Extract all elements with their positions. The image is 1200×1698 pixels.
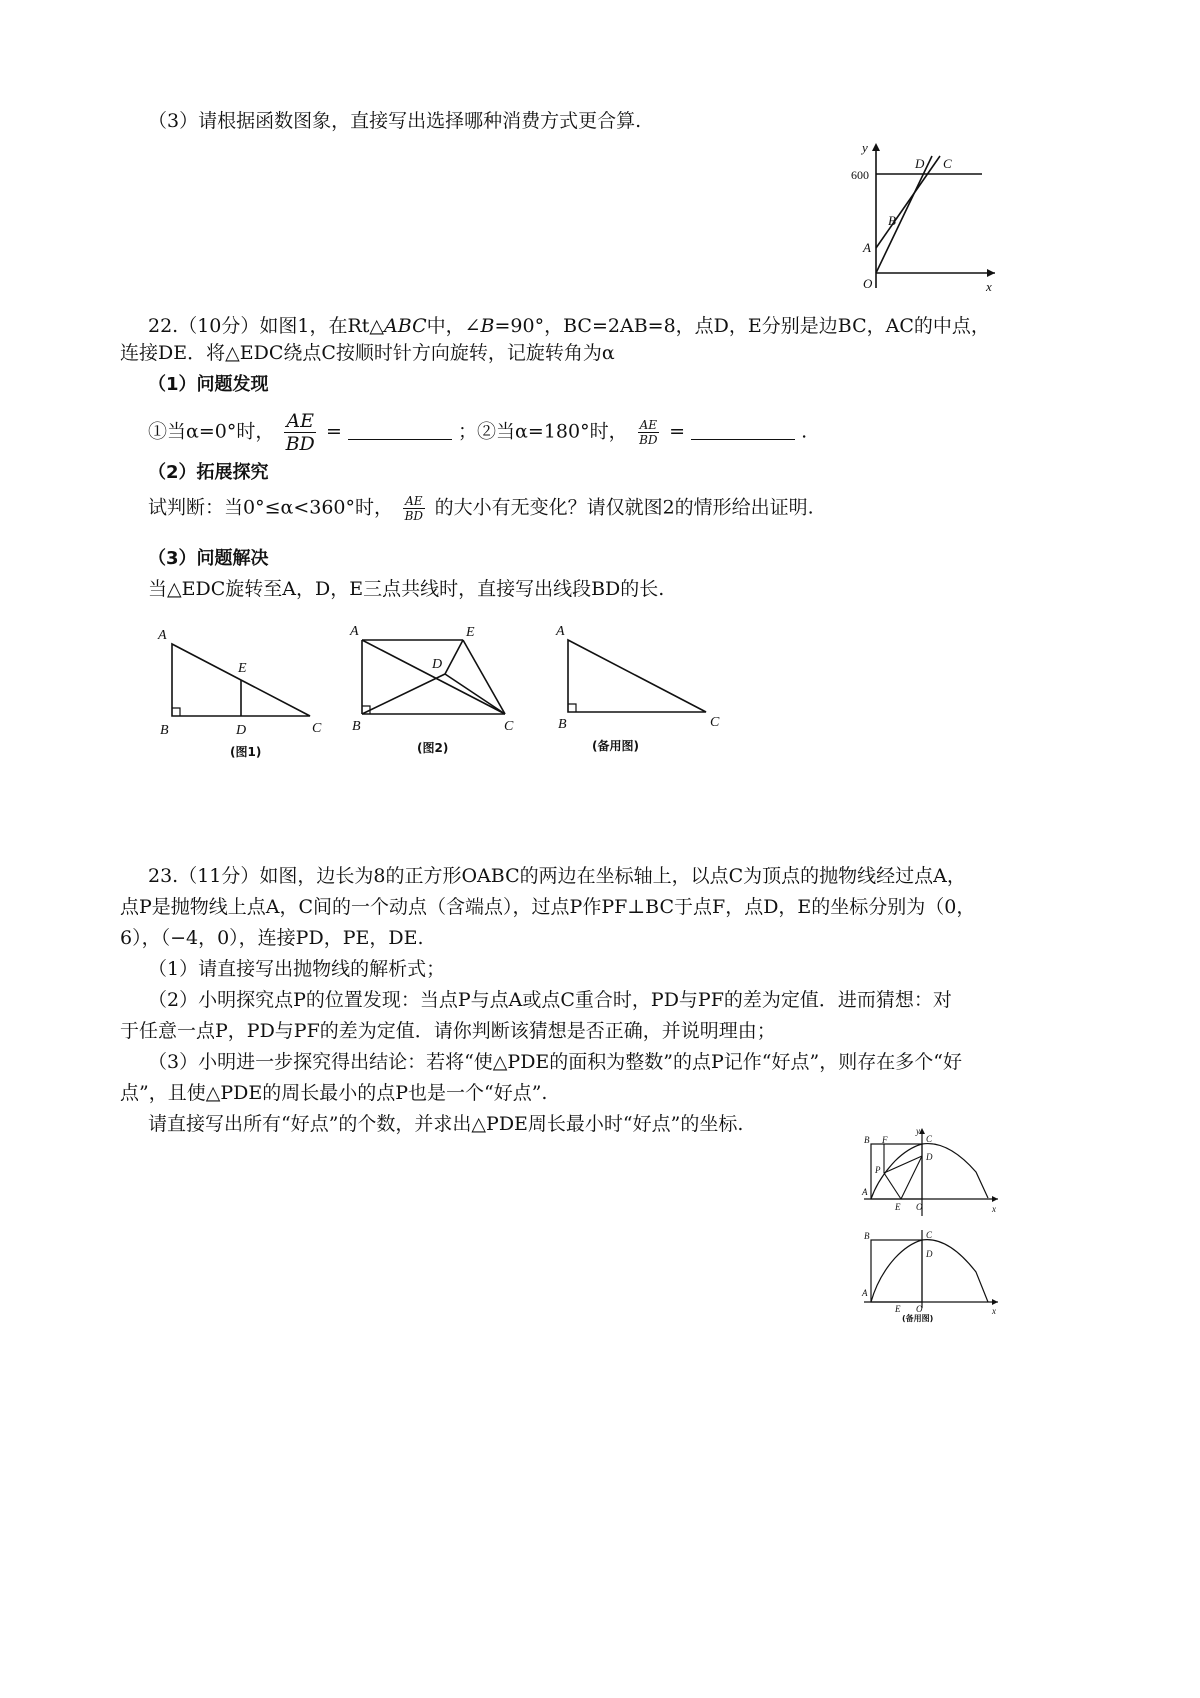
q23-parabola-figure xyxy=(850,1126,1000,1218)
q23-sub1: （1）请直接写出抛物线的解析式； xyxy=(148,958,446,980)
svg-text:D: D xyxy=(432,657,443,672)
svg-text:D: D xyxy=(236,723,247,738)
q22-heading-3: （3）问题解决 xyxy=(148,548,269,569)
svg-text:E: E xyxy=(466,625,475,640)
svg-text:E: E xyxy=(895,1202,901,1212)
q22-part2: 试判断：当0°≤α<360°时， $\frac{AE}{BD}$ 的大小有无变化？请仅就图2的情形给出证明. xyxy=(148,494,814,523)
origin-label: O xyxy=(863,276,873,291)
q22-line2: 连接DE．将△EDC绕点C按顺时针方向旋转，记旋转角为α xyxy=(120,342,615,364)
x-axis-label: x xyxy=(986,279,992,294)
q22-spare-figure xyxy=(550,618,740,762)
svg-text:P: P xyxy=(875,1165,881,1175)
svg-text:x: x xyxy=(992,1204,996,1214)
svg-text:D: D xyxy=(926,1152,933,1162)
q22-line1: 22.（10分）如图1，在Rt△ABC中，∠B=90°，BC=2AB=8，点D，E分别是边BC，AC的中点， xyxy=(148,315,990,337)
svg-text:C: C xyxy=(312,721,322,736)
q23-spare-figure xyxy=(850,1222,1000,1322)
svg-text:C: C xyxy=(926,1134,933,1144)
q22-figure-1 xyxy=(150,622,330,762)
svg-text:A: A xyxy=(350,624,359,639)
svg-text:O: O xyxy=(916,1304,923,1314)
q23-sub3b: 点”，且使△PDE的周长最小的点P也是一个“好点”. xyxy=(120,1082,548,1104)
svg-text:C: C xyxy=(710,715,720,730)
answer-blank-1[interactable] xyxy=(348,421,452,440)
point-c-label: C xyxy=(943,156,952,171)
svg-text:B: B xyxy=(864,1231,870,1241)
fig1-caption: (图1) xyxy=(230,745,262,759)
q23-line2: 点P是抛物线上点A，C间的一个动点（含端点），过点P作PF⊥BC于点F，点D，E的坐标分别为（0， xyxy=(120,896,976,918)
svg-text:F: F xyxy=(882,1135,888,1145)
point-b-label: B xyxy=(888,213,896,228)
svg-text:B: B xyxy=(864,1135,870,1145)
svg-text:E: E xyxy=(238,661,247,676)
svg-text:A: A xyxy=(862,1187,868,1197)
q22-part1: ①当α=0°时， $\frac{AE}{BD}$ = ；②当α=180°时， $\frac{AE}{BD}$ = . xyxy=(148,410,808,455)
q22-figure-2 xyxy=(345,618,535,762)
svg-text:y: y xyxy=(916,1126,920,1136)
q23-spare-caption: (备用图) xyxy=(902,1314,934,1323)
fraction-ae-bd-part2: $\frac{AE}{BD}$ xyxy=(404,494,424,523)
point-a-label: A xyxy=(863,240,871,255)
y-axis-label: y xyxy=(862,140,868,155)
svg-text:O: O xyxy=(916,1202,923,1212)
svg-text:A: A xyxy=(556,624,565,639)
q23-sub2a: （2）小明探究点P的位置发现：当点P与点A或点C重合时，PD与PF的差为定值．进而猜想：对 xyxy=(148,989,952,1011)
svg-text:B: B xyxy=(352,719,361,734)
svg-text:x: x xyxy=(992,1306,996,1316)
tick-600: 600 xyxy=(851,168,869,182)
svg-text:C: C xyxy=(504,719,514,734)
q23-line1: 23.（11分）如图，边长为8的正方形OABC的两边在坐标轴上，以点C为顶点的抛物线经过点A， xyxy=(148,865,966,887)
q21-function-graph xyxy=(840,138,1010,298)
svg-text:A: A xyxy=(158,628,167,643)
q23-sub4: 请直接写出所有“好点”的个数，并求出△PDE周长最小时“好点”的坐标. xyxy=(148,1113,744,1135)
fig2-caption: (图2) xyxy=(417,741,449,755)
svg-text:B: B xyxy=(160,723,169,738)
q22-part3: 当△EDC旋转至A，D，E三点共线时，直接写出线段BD的长. xyxy=(148,578,665,600)
q23-sub3a: （3）小明进一步探究得出结论：若将“使△PDE的面积为整数”的点P记作“好点”，则存在多个“好 xyxy=(148,1051,962,1073)
svg-text:A: A xyxy=(862,1288,868,1298)
q22-heading-1: （1）问题发现 xyxy=(148,374,269,395)
svg-text:D: D xyxy=(926,1249,933,1259)
point-d-label: D xyxy=(915,156,925,171)
fraction-ae-bd-small: $\frac{AE}{BD}$ xyxy=(639,418,658,447)
fraction-ae-bd: $\frac{AE}{BD}$ xyxy=(285,410,315,455)
q23-line3: 6），（−4，0），连接PD，PE，DE. xyxy=(120,927,424,949)
q22-heading-2: （2）拓展探究 xyxy=(148,462,269,483)
q21-part3-text: （3）请根据函数图象，直接写出选择哪种消费方式更合算. xyxy=(148,110,642,132)
svg-text:B: B xyxy=(558,717,567,732)
svg-text:C: C xyxy=(926,1230,933,1240)
fig3-caption: (备用图) xyxy=(592,739,639,753)
svg-text:E: E xyxy=(895,1304,901,1314)
q23-sub2b: 于任意一点P，PD与PF的差为定值．请你判断该猜想是否正确，并说明理由； xyxy=(120,1020,776,1042)
answer-blank-2[interactable] xyxy=(691,421,795,440)
